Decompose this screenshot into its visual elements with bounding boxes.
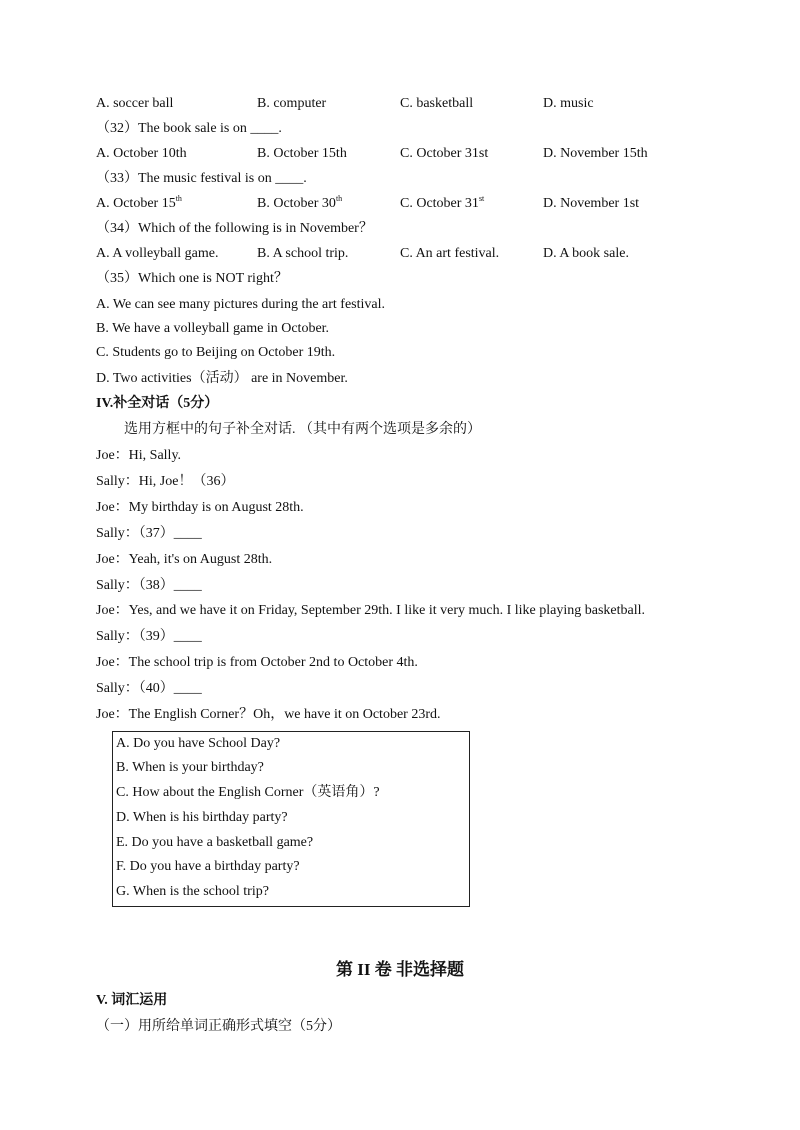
dialogue-line-7: Joe：Yes, and we have it on Friday, September 29th. I like it very much. I like playing basketball. [96,603,646,618]
dialogue-line-2: Sally：Hi, Joe！（36） [96,474,235,489]
q34-option-d: D. A book sale. [543,246,629,261]
q32-options [96,146,756,162]
q34-options [96,246,756,262]
dialogue-line-10: Sally：（40）____ [96,681,202,696]
q35-option-d: D. Two activities（活动） are in November. [96,371,348,386]
q34-option-b: B. A school trip. [257,246,349,261]
q34-option-c: C. An art festival. [400,246,500,261]
section-v-sub1: （一）用所给单词正确形式填空（5分） [96,1019,341,1034]
part-ii-title: 第 II 卷 非选择题 [336,960,464,979]
q32-option-a: A. October 10th [96,146,187,161]
dialogue-line-4: Sally：（37）____ [96,526,202,541]
dialogue-line-5: Joe：Yeah, it's on August 28th. [96,552,273,567]
box-option-a: A. Do you have School Day? [116,736,281,751]
q35-option-b: B. We have a volleyball game in October. [96,321,330,336]
section-v-heading: V. 词汇运用 [96,993,168,1008]
box-option-d: D. When is his birthday party? [116,810,288,825]
dialogue-line-11: Joe：The English Corner？Oh，we have it on October 23rd. [96,707,441,722]
dialogue-line-6: Sally：（38）____ [96,578,202,593]
dialogue-line-1: Joe：Hi, Sally. [96,448,182,463]
box-option-c: C. How about the English Corner（英语角）? [116,785,380,800]
box-option-b: B. When is your birthday? [116,760,264,775]
q32-option-d: D. November 15th [543,146,648,161]
dialogue-line-3: Joe：My birthday is on August 28th. [96,500,304,515]
section-iv-heading: IV.补全对话（5分） [96,396,219,411]
box-option-g: G. When is the school trip? [116,884,269,899]
box-option-e: E. Do you have a basketball game? [116,835,314,850]
dialogue-line-9: Joe：The school trip is from October 2nd to October 4th. [96,655,418,670]
q34-question: （34）Which of the following is in November？ [96,221,373,236]
box-option-f: F. Do you have a birthday party? [116,859,300,874]
q32-option-c: C. October 31st [400,146,489,161]
q31-options [96,96,756,112]
q33-question: （33）The music festival is on ____. [96,171,307,186]
dialogue-line-8: Sally：（39）____ [96,629,202,644]
q33-option-a: A. October 15th [96,194,182,211]
q35-option-c: C. Students go to Beijing on October 19th. [96,345,336,360]
q33-option-d: D. November 1st [543,196,640,211]
q35-question: （35）Which one is NOT right？ [96,271,288,286]
section-iv-instruction: 选用方框中的句子补全对话. （其中有两个选项是多余的） [124,422,481,437]
q33-option-c: C. October 31st [400,194,485,211]
q32-option-b: B. October 15th [257,146,347,161]
q31-option-a: A. soccer ball [96,96,174,111]
q31-option-d: D. music [543,96,594,111]
q31-option-c: C. basketball [400,96,474,111]
q33-options [96,196,756,212]
q35-option-a: A. We can see many pictures during the art festival. [96,297,386,312]
q31-option-b: B. computer [257,96,327,111]
q33-option-b: B. October 30th [257,194,343,211]
options-box [112,731,470,907]
q34-option-a: A. A volleyball game. [96,246,219,261]
q32-question: （32）The book sale is on ____. [96,121,282,136]
